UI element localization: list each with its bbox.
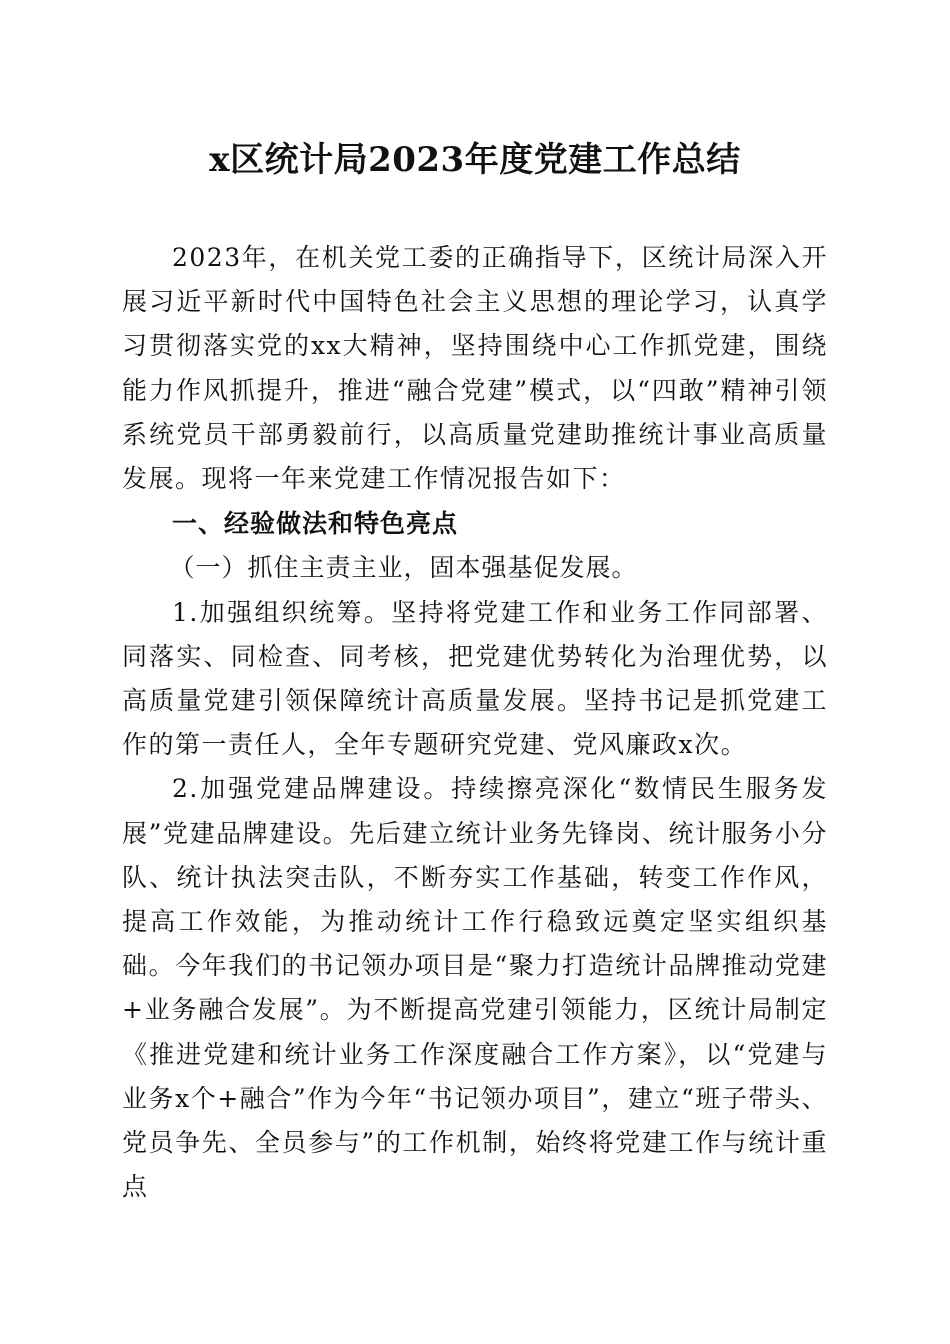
body-paragraph: 1.加强组织统筹。坚持将党建工作和业务工作同部署、同落实、同检查、同考核，把党建优势转化为治理优势，以高质量党建引领保障统计高质量发展。坚持书记是抓党建工作的第一责任人，全年专题研究党建、党风廉政x次。 (122, 597, 828, 760)
body-paragraph: 2.加强党建品牌建设。持续擦亮深化“数情民生服务发展”党建品牌建设。先后建立统计业务先锋岗、统计服务小分队、统计执法突击队，不断夯实工作基础，转变工作作风，提高工作效能，为推动统计工作行稳致远奠定坚实组织基础。今年我们的书记领办项目是“聚力打造统计品牌推动党建+业务融合发展”。为不断提高党建引领能力，区统计局制定《推进党建和统计业务工作深度融合工作方案》，以“党建与业务x个+融合”作为今年“书记领办项目”，建立“班子带头、党员争先、全员参与”的工作机制，始终将党建工作与统计重点 (122, 774, 828, 1202)
subsection-heading: （一）抓住主责主业，固本强基促发展。 (169, 553, 638, 583)
document-body (122, 236, 828, 1209)
section-heading: 一、经验做法和特色亮点 (172, 509, 459, 539)
document-title: x区统计局2023年度党建工作总结 (209, 140, 741, 180)
intro-paragraph: 2023年，在机关党工委的正确指导下，区统计局深入开展习近平新时代中国特色社会主义思想的理论学习，认真学习贯彻落实党的xx大精神，坚持围绕中心工作抓党建，围绕能力作风抓提升，推进“融合党建”模式，以“四敢”精神引领系统党员干部勇毅前行，以高质量党建助推统计事业高质量发展。现将一年来党建工作情况报告如下： (122, 243, 828, 494)
